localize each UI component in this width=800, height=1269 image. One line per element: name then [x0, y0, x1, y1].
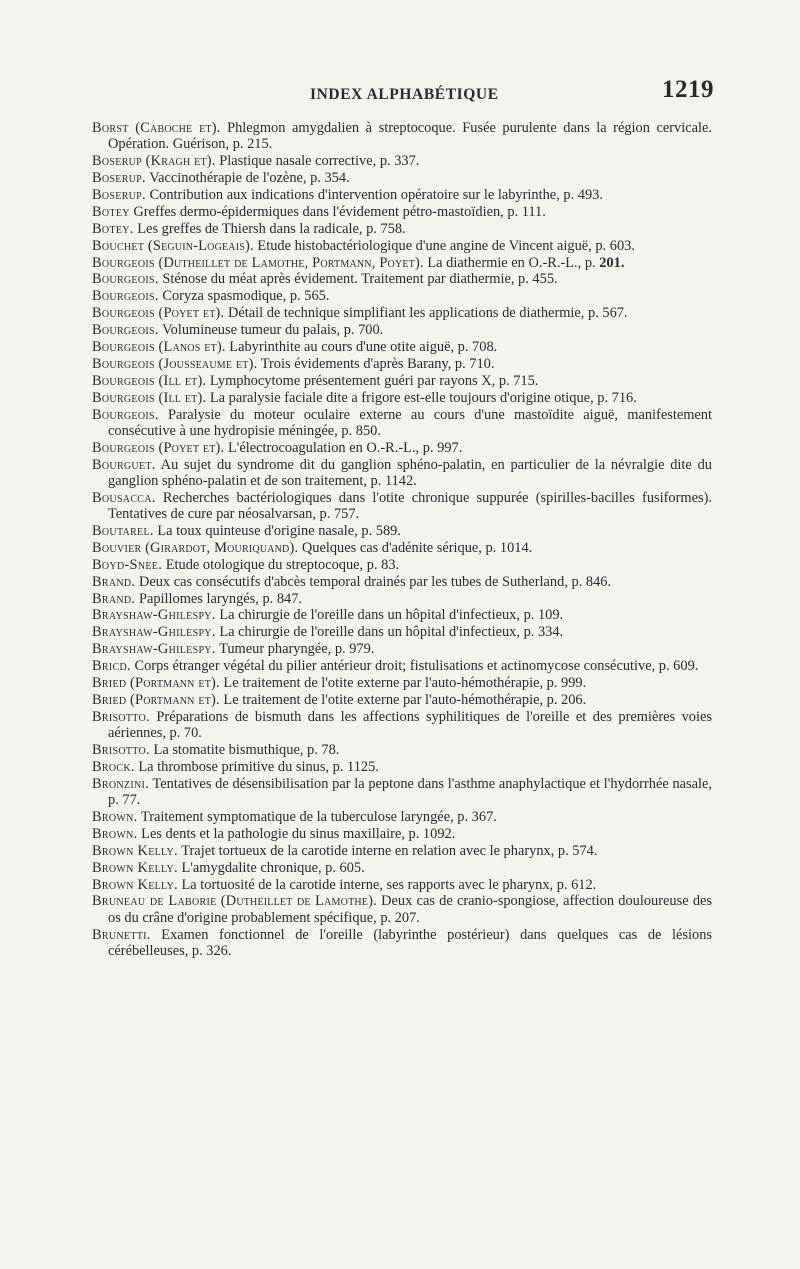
index-entry — [92, 457, 712, 490]
index-entry — [92, 860, 712, 876]
index-entry — [92, 170, 712, 186]
index-entry — [92, 356, 712, 372]
index-entries-list — [92, 120, 712, 960]
entry-text: Corps étranger végétal du pilier antérieur droit; fistulisations et actinomycose consécutive, p. 609. — [134, 658, 699, 675]
index-entry — [92, 120, 712, 153]
entry-text: Papillomes laryngés, p. 847. — [138, 590, 303, 607]
index-entry — [92, 288, 712, 304]
index-entry — [92, 742, 712, 758]
entry-text: Tentatives de désensibilisation par la peptone dans l'asthme anaphylactique et l'hydorrhée nasale, p. 77. — [108, 775, 713, 809]
entry-text: Sténose du méat après évidement. Traitement par diathermie, p. 455. — [162, 271, 558, 288]
index-entry — [92, 238, 712, 254]
entry-text: La chirurgie de l'oreille dans un hôpital d'infectieux, p. 334. — [219, 624, 564, 641]
entry-text: Coryza spasmodique, p. 565. — [162, 288, 330, 305]
index-entry — [92, 204, 712, 220]
entry-author: Bourguet. — [92, 456, 156, 473]
entry-author: Brown Kelly. — [92, 876, 178, 893]
entry-author: Bried — [92, 691, 127, 708]
page-number: 1219 — [662, 76, 714, 103]
index-entry — [92, 709, 712, 742]
entry-text: L'amygdalite chronique, p. 605. — [181, 859, 365, 876]
entry-text: Volumineuse tumeur du palais, p. 700. — [162, 322, 384, 339]
entry-text: Paralysie du moteur oculaire externe au cours d'une mastoïdite aiguë, manifestement consécutive à une hydropisie méningée, p. 850. — [108, 406, 712, 439]
entry-text: Les dents et la pathologie du sinus maxillaire, p. 1092. — [141, 825, 456, 842]
entry-text: Traitement symptomatique de la tuberculose laryngée, p. 367. — [140, 808, 497, 825]
index-entry — [92, 255, 712, 271]
entry-text: Au sujet du syndrome dit du ganglion sphéno-palatin, en particulier de la névralgie dite du ganglion sphéno-palatin et de son traitement, p. 1142. — [108, 456, 712, 489]
index-entry — [92, 826, 712, 842]
entry-author: Bronzini. — [92, 775, 149, 792]
entry-text: La thrombose primitive du sinus, p. 1125. — [138, 758, 379, 775]
index-entry — [92, 187, 712, 203]
entry-author: Bourgeois — [92, 355, 155, 372]
entry-author: Botey — [92, 203, 130, 220]
index-entry — [92, 877, 712, 893]
index-entry — [92, 893, 712, 926]
entry-author: Boserup. — [92, 186, 146, 203]
entry-coauthors: (Jousseaume et). — [158, 355, 258, 372]
index-entry — [92, 322, 712, 338]
entry-author: Bourgeois — [92, 389, 155, 406]
index-entry — [92, 557, 712, 573]
entry-author: Bourgeois. — [92, 322, 159, 339]
entry-author: Brunetti. — [92, 926, 151, 943]
entry-text: Tumeur pharyngée, p. 979. — [219, 641, 375, 658]
entry-coauthors: (Girardot, Mouriquand). — [145, 539, 299, 556]
entry-author: Brock. — [92, 758, 135, 775]
entry-coauthors: (Poyet et). — [158, 439, 225, 456]
entry-text: Greffes dermo-épidermiques dans l'évidement pétro-mastoïdien, p. 111. — [133, 203, 546, 220]
index-entry — [92, 490, 712, 523]
entry-text: Les greffes de Thiersh dans la radicale, p. 758. — [137, 220, 406, 237]
index-entry — [92, 624, 712, 640]
entry-author: Bourgeois — [92, 254, 155, 271]
index-entry — [92, 407, 712, 440]
entry-coauthors: (Portmann et). — [130, 691, 220, 708]
entry-author: Bouvier — [92, 539, 142, 556]
entry-author: Bourgeois. — [92, 271, 159, 288]
index-entry — [92, 221, 712, 237]
index-entry — [92, 809, 712, 825]
index-entry — [92, 591, 712, 607]
index-entry — [92, 574, 712, 590]
entry-coauthors: (Ill et). — [158, 389, 207, 406]
index-entry — [92, 390, 712, 406]
entry-text: Le traitement de l'otite externe par l'auto-hémothérapie, p. 206. — [223, 691, 587, 708]
index-entry — [92, 305, 712, 321]
entry-text: Vaccinothérapie de l'ozène, p. 354. — [149, 170, 350, 187]
index-entry — [92, 339, 712, 355]
entry-coauthors: (Dutheillet de Lamothe, Portmann, Poyet). — [158, 254, 424, 271]
entry-text: La paralysie faciale dite a frigore est-elle toujours d'origine otique, p. 716. — [209, 389, 637, 406]
index-entry — [92, 607, 712, 623]
entry-author: Brayshaw-Ghilespy. — [92, 641, 216, 658]
entry-text: La tortuosité de la carotide interne, ses rapports avec le pharynx, p. 612. — [181, 876, 597, 893]
entry-coauthors: (Lanos et). — [158, 338, 226, 355]
index-entry — [92, 658, 712, 674]
entry-coauthors: (Portmann et). — [130, 675, 220, 692]
index-entry — [92, 759, 712, 775]
entry-coauthors: (Ill et). — [158, 372, 207, 389]
entry-coauthors: (Caboche et). — [135, 120, 221, 136]
entry-author: Brown. — [92, 825, 138, 842]
entry-text: La chirurgie de l'oreille dans un hôpital d'infectieux, p. 109. — [219, 607, 564, 624]
index-entry — [92, 675, 712, 691]
entry-author: Bourgeois — [92, 305, 155, 322]
entry-text: Détail de technique simplifiant les applications de diathermie, p. 567. — [227, 305, 628, 322]
entry-coauthors: (Kragh et). — [145, 153, 216, 170]
entry-text: La diathermie en O.-R.-L., p. — [427, 254, 596, 271]
entry-text: Quelques cas d'adénite sérique, p. 1014. — [301, 539, 533, 556]
entry-text: Préparations de bismuth dans les affections syphilitiques de l'oreille et des premières voies aériennes, p. 70. — [108, 708, 712, 742]
running-title: INDEX ALPHABÉTIQUE — [310, 86, 499, 103]
entry-coauthors: (Dutheillet de Lamothe). — [220, 893, 377, 910]
entry-text: Contribution aux indications d'intervention opératoire sur le labyrinthe, p. 493. — [149, 186, 603, 203]
entry-author: Bried — [92, 675, 127, 692]
page-header — [0, 76, 800, 110]
entry-text: Lymphocytome présentement guéri par rayons X, p. 715. — [209, 372, 539, 389]
entry-author: Brisotto. — [92, 741, 150, 758]
entry-text: La toux quinteuse d'origine nasale, p. 589. — [157, 523, 401, 539]
entry-author: Bourgeois — [92, 372, 155, 389]
entry-author: Boutarel. — [92, 523, 154, 539]
entry-author: Boserup. — [92, 170, 146, 187]
entry-author: Boserup — [92, 153, 143, 170]
entry-author: Brayshaw-Ghilespy. — [92, 624, 216, 641]
entry-author: Bruneau de Laborie — [92, 893, 217, 910]
index-entry — [92, 692, 712, 708]
entry-text: La stomatite bismuthique, p. 78. — [153, 741, 340, 758]
entry-coauthors: (Seguin-Logeais). — [147, 237, 254, 254]
entry-author: Bourgeois. — [92, 288, 159, 305]
index-entry — [92, 373, 712, 389]
entry-author: Brand. — [92, 590, 136, 607]
entry-text: Trajet tortueux de la carotide interne en relation avec le pharynx, p. 574. — [181, 842, 598, 859]
entry-text: Trois évidements d'après Barany, p. 710. — [260, 355, 495, 372]
index-entry — [92, 927, 712, 960]
entry-author: Bourgeois — [92, 439, 155, 456]
entry-author: Bourgeois — [92, 338, 155, 355]
entry-author: Bouchet — [92, 237, 145, 254]
entry-text: Plastique nasale corrective, p. 337. — [219, 153, 420, 170]
entry-text: Le traitement de l'otite externe par l'auto-hémothérapie, p. 999. — [223, 675, 587, 692]
entry-text: Etude otologique du streptocoque, p. 83. — [165, 556, 400, 573]
entry-author: Brown. — [92, 808, 138, 825]
index-entry — [92, 776, 712, 809]
entry-author: Brown Kelly. — [92, 859, 178, 876]
entry-author: Brayshaw-Ghilespy. — [92, 607, 216, 624]
entry-text: Recherches bactériologiques dans l'otite chronique suppurée (spirilles-bacilles fusiformes). Tentatives de cure par néosalvarsan, p. 757. — [108, 489, 712, 523]
index-entry — [92, 843, 712, 859]
entry-text: Etude histobactériologique d'une angine de Vincent aiguë, p. 603. — [257, 237, 635, 254]
entry-bold-page: 201. — [599, 254, 625, 271]
index-entry — [92, 153, 712, 169]
entry-text: Examen fonctionnel de l'oreille (labyrinthe postérieur) dans quelques cas de lésions cérébelleuses, p. 326. — [108, 926, 712, 959]
entry-author: Brown Kelly. — [92, 842, 178, 859]
entry-author: Bousacca. — [92, 489, 156, 506]
entry-author: Bricd. — [92, 658, 131, 675]
entry-coauthors: (Poyet et). — [158, 305, 225, 322]
index-entry — [92, 440, 712, 456]
entry-author: Boyd-Snee. — [92, 556, 163, 573]
entry-author: Borst — [92, 120, 129, 136]
entry-author: Brisotto. — [92, 708, 150, 725]
index-entry — [92, 523, 712, 539]
entry-text: Labyrinthite au cours d'une otite aiguë, p. 708. — [229, 338, 498, 355]
entry-text: Deux cas consécutifs d'abcès temporal drainés par les tubes de Sutherland, p. 846. — [138, 573, 612, 590]
entry-text: Phlegmon amygdalien à streptocoque. Fusée purulente dans la région cervicale. Opération. Guérison, p. 215. — [108, 120, 712, 153]
index-entry — [92, 271, 712, 287]
entry-author: Brand. — [92, 573, 136, 590]
entry-author: Bourgeois. — [92, 406, 159, 423]
entry-text: L'électrocoagulation en O.-R.-L., p. 997. — [227, 439, 463, 456]
entry-author: Botey. — [92, 220, 134, 237]
entry-text: Deux cas de cranio-spongiose, affection douloureuse des os du crâne d'origine probablement spécifique, p. 207. — [108, 893, 713, 926]
index-entry — [92, 641, 712, 657]
index-entry — [92, 540, 712, 556]
